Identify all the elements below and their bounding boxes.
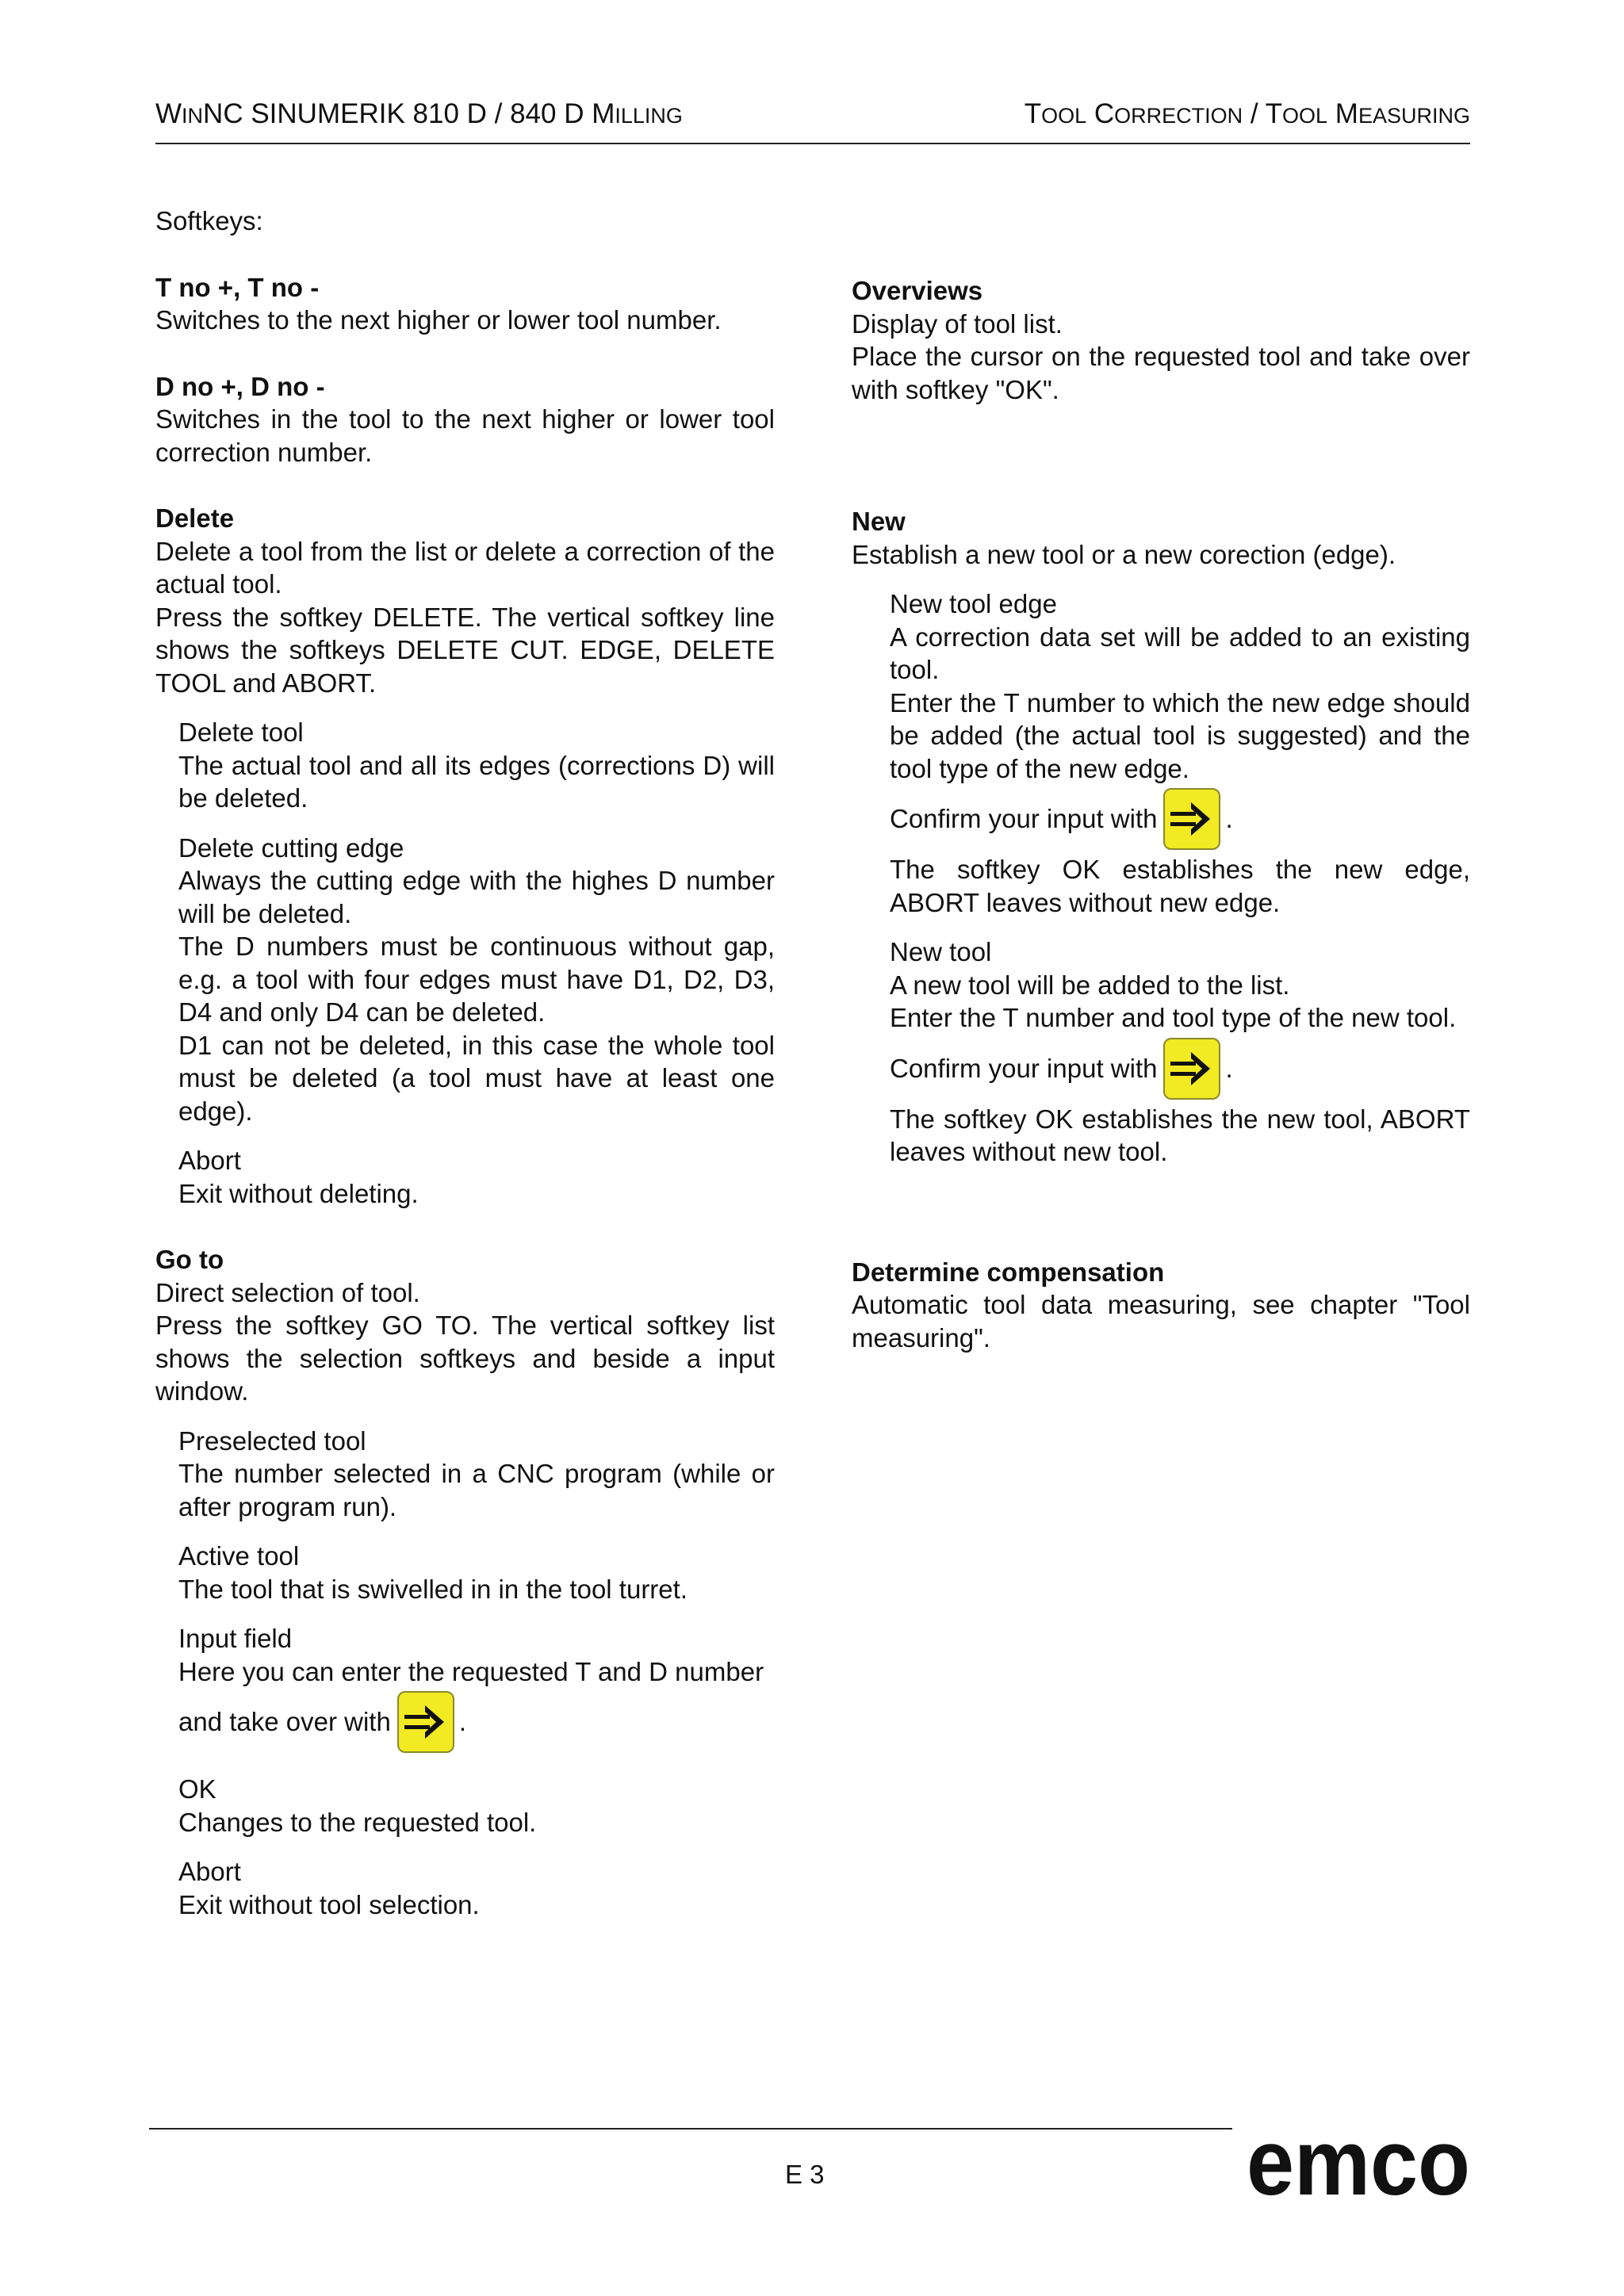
confirm-tool-line [890, 1035, 1470, 1103]
new-edge-text: Enter the T number to which the new edge should be added (the actual tool is suggested) and the tool type of the new edge. [890, 687, 1470, 783]
delete-abort-text: Exit without deleting. [178, 1178, 419, 1208]
new-tool-after: The softkey OK establishes the new tool, ABORT leaves without new tool. [890, 1104, 1470, 1166]
ok-text: Changes to the requested tool. [178, 1807, 537, 1837]
determine-text: Automatic tool data measuring, see chapter "Tool measuring". [852, 1290, 1470, 1353]
tno-heading: T no +, T no - [155, 272, 320, 302]
right-column [852, 274, 1470, 1354]
new-edge-title: New tool edge [890, 589, 1057, 618]
delete-heading: Delete [155, 503, 235, 533]
delete-text: Delete a tool from the list or delete a correction of the actual tool. [155, 536, 775, 599]
enter-key-icon [397, 1691, 454, 1753]
left-column [155, 205, 775, 1921]
overviews-heading: Overviews [852, 276, 983, 305]
enter-arrow-icon [1167, 1044, 1216, 1093]
header-chapter-part: EASURING [1358, 104, 1470, 128]
emco-logo-text: emco [1247, 2126, 1470, 2202]
ok-title: OK [178, 1774, 216, 1804]
overviews-text: Place the cursor on the requested tool and take over with softkey "OK". [852, 342, 1470, 404]
header-title-part: IN [182, 104, 204, 128]
take-over-dot: . [458, 1707, 466, 1737]
delete-edge-text: D1 can not be deleted, in this case the whole tool must be deleted (a tool must have at least one edge). [178, 1030, 775, 1126]
preselected-text: The number selected in a CNC program (while or after program run). [178, 1459, 775, 1521]
confirm-edge-line [890, 785, 1470, 853]
dno-heading: D no +, D no - [155, 371, 325, 401]
header-chapter-part: / T [1243, 98, 1283, 129]
header-chapter-part: C [1086, 98, 1115, 129]
header-title-part: NC SINUMERIK 810 D / 840 D M [203, 98, 615, 129]
confirm-tool-text: Confirm your input with [890, 1053, 1158, 1083]
header-title-part: W [155, 98, 182, 129]
header-chapter-part: M [1327, 98, 1358, 129]
preselected-title: Preselected tool [178, 1425, 366, 1456]
new-tool-text: Enter the T number and tool type of the new tool. [890, 1003, 1457, 1032]
new-text: Establish a new tool or a new corection (edge). [852, 539, 1396, 569]
header-chapter-part: T [1024, 98, 1042, 129]
delete-edge-text: Always the cutting edge with the highes D number will be deleted. [178, 866, 775, 928]
goto-text: Press the softkey GO TO. The vertical softkey list shows the selection softkeys and beside a input window. [155, 1311, 775, 1406]
footer-rule [149, 2128, 1232, 2130]
active-tool-title: Active tool [178, 1541, 300, 1571]
enter-key-icon [1163, 1038, 1220, 1100]
header-chapter-part: OOL [1041, 104, 1087, 128]
delete-tool-block [155, 716, 775, 1210]
delete-abort-title: Abort [178, 1146, 241, 1175]
confirm-edge-text: Confirm your input with [890, 804, 1158, 834]
new-heading: New [852, 507, 906, 536]
header-title-part: ILLING [615, 104, 683, 128]
softkeys-intro: Softkeys: [155, 206, 263, 235]
delete-text: Press the softkey DELETE. The vertical softkey line shows the softkeys DELETE CUT. EDGE, DELETE TOOL and ABORT. [155, 602, 775, 698]
input-field-text: Here you can enter the requested T and D number [178, 1656, 764, 1686]
tno-text: Switches to the next higher or lower tool number. [155, 305, 722, 335]
take-over-text: and take over with [178, 1707, 391, 1737]
goto-text: Direct selection of tool. [155, 1277, 420, 1307]
confirm-tool-dot: . [1225, 1053, 1233, 1083]
goto-sub-block [155, 1425, 775, 1922]
header-manual-title [155, 98, 683, 130]
emco-logo [1245, 2126, 1472, 2202]
enter-arrow-icon [1167, 794, 1216, 844]
delete-tool-text: The actual tool and all its edges (corrections D) will be deleted. [178, 750, 775, 813]
goto-abort-text: Exit without tool selection. [178, 1889, 480, 1919]
delete-edge-title: Delete cutting edge [178, 832, 404, 863]
input-field-title: Input field [178, 1624, 293, 1653]
new-tool-title: New tool [890, 937, 992, 966]
enter-key-icon [1163, 788, 1220, 850]
enter-arrow-icon [401, 1697, 450, 1747]
new-edge-after: The softkey OK establishes the new edge, ABORT leaves without new edge. [890, 855, 1470, 917]
new-tool-text: A new tool will be added to the list. [890, 970, 1290, 1000]
new-sub-block [852, 587, 1470, 1169]
header-chapter-title [1025, 98, 1470, 130]
confirm-edge-dot: . [1225, 804, 1233, 834]
header-chapter-part: ORRECTION [1114, 104, 1243, 128]
determine-heading: Determine compensation [852, 1257, 1165, 1287]
overviews-text: Display of tool list. [852, 308, 1063, 339]
page-header [155, 94, 1470, 144]
new-edge-text: A correction data set will be added to an existing tool. [890, 622, 1470, 684]
active-tool-text: The tool that is swivelled in in the tool turret. [178, 1574, 688, 1604]
page-number: E 3 [785, 2160, 825, 2189]
header-chapter-part: OOL [1282, 104, 1328, 128]
goto-heading: Go to [155, 1245, 224, 1274]
delete-edge-text: The D numbers must be continuous without gap, e.g. a tool with four edges must have D1, D2, D3, D4 and only D4 can be deleted. [178, 932, 775, 1027]
dno-text: Switches in the tool to the next higher or lower tool correction number. [155, 404, 775, 467]
goto-abort-title: Abort [178, 1857, 241, 1886]
delete-tool-title: Delete tool [178, 718, 304, 747]
take-over-line [178, 1688, 775, 1756]
